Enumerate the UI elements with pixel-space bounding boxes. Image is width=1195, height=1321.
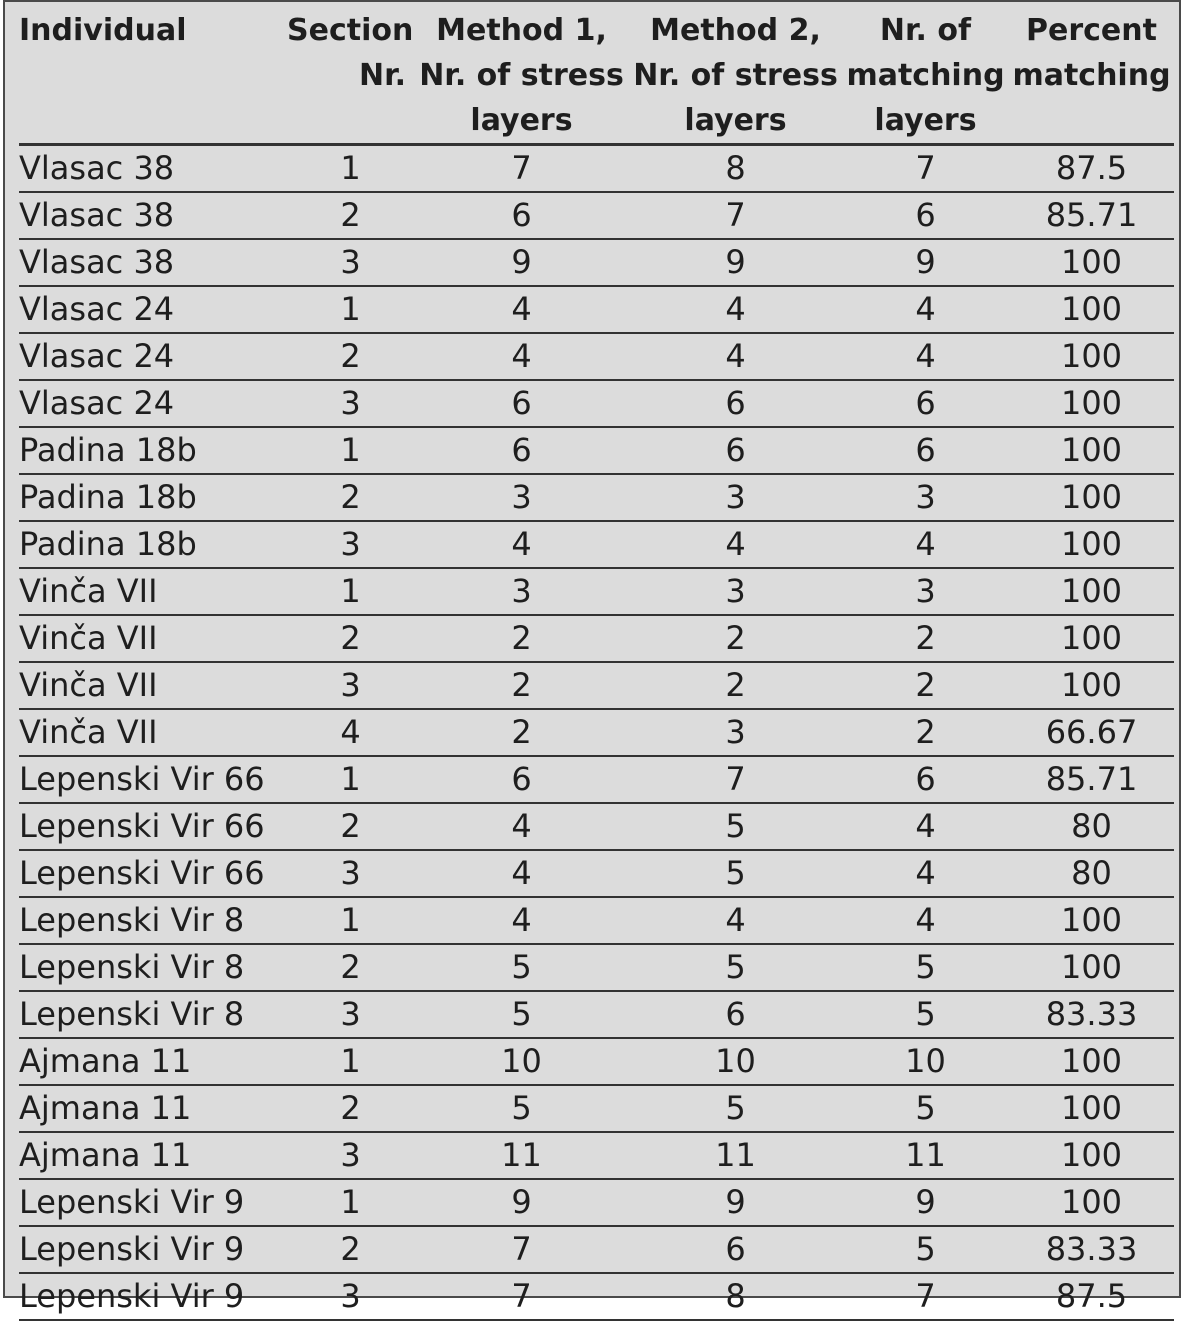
method2-cell: 11 bbox=[715, 1136, 756, 1174]
section-cell: 1 bbox=[340, 149, 361, 187]
section-cell: 1 bbox=[340, 572, 361, 610]
method1-cell: 3 bbox=[511, 478, 532, 516]
method2-cell: 5 bbox=[725, 854, 746, 892]
matching-cell: 5 bbox=[915, 948, 936, 986]
individual-cell: Vlasac 38 bbox=[19, 149, 175, 187]
matching-cell: 6 bbox=[915, 196, 936, 234]
individual-cell: Vinča VII bbox=[19, 619, 158, 657]
percent-cell: 100 bbox=[1060, 243, 1123, 281]
method1-cell: 5 bbox=[511, 995, 532, 1033]
individual-cell: Lepenski Vir 8 bbox=[19, 948, 245, 986]
table-row bbox=[19, 1085, 1174, 1132]
percent-cell: 100 bbox=[1060, 478, 1123, 516]
method1-cell: 6 bbox=[511, 196, 532, 234]
individual-cell: Lepenski Vir 9 bbox=[19, 1277, 245, 1315]
matching-cell: 5 bbox=[915, 995, 936, 1033]
method1-cell: 10 bbox=[501, 1042, 542, 1080]
header-percent-line: matching bbox=[1012, 58, 1171, 93]
matching-cell: 6 bbox=[915, 431, 936, 469]
method2-cell: 5 bbox=[725, 1089, 746, 1127]
matching-cell: 7 bbox=[915, 1277, 936, 1315]
percent-cell: 100 bbox=[1060, 525, 1123, 563]
percent-cell: 100 bbox=[1060, 1042, 1123, 1080]
method2-cell: 7 bbox=[725, 760, 746, 798]
percent-cell: 100 bbox=[1060, 901, 1123, 939]
matching-cell: 9 bbox=[915, 243, 936, 281]
table-row bbox=[19, 1179, 1174, 1226]
table-header bbox=[19, 8, 1174, 145]
method2-cell: 10 bbox=[715, 1042, 756, 1080]
individual-cell: Ajmana 11 bbox=[19, 1042, 192, 1080]
matching-cell: 6 bbox=[915, 384, 936, 422]
method1-cell: 5 bbox=[511, 948, 532, 986]
matching-cell: 2 bbox=[915, 713, 936, 751]
method1-cell: 4 bbox=[511, 525, 532, 563]
header-method1 bbox=[414, 8, 629, 145]
section-cell: 3 bbox=[340, 1136, 361, 1174]
matching-cell: 11 bbox=[905, 1136, 946, 1174]
table-row bbox=[19, 850, 1174, 897]
individual-cell: Vinča VII bbox=[19, 713, 158, 751]
individual-cell: Vlasac 24 bbox=[19, 290, 175, 328]
header-individual-line: Individual bbox=[19, 13, 187, 48]
section-cell: 2 bbox=[340, 337, 361, 375]
section-cell: 1 bbox=[340, 431, 361, 469]
table-body bbox=[19, 145, 1174, 1321]
method2-cell: 6 bbox=[725, 995, 746, 1033]
method1-cell: 4 bbox=[511, 337, 532, 375]
method1-cell: 2 bbox=[511, 713, 532, 751]
individual-cell: Padina 18b bbox=[19, 525, 197, 563]
percent-cell: 80 bbox=[1071, 807, 1112, 845]
individual-cell: Padina 18b bbox=[19, 478, 197, 516]
method1-cell: 11 bbox=[501, 1136, 542, 1174]
method2-cell: 8 bbox=[725, 1277, 746, 1315]
percent-cell: 85.71 bbox=[1045, 196, 1138, 234]
method1-cell: 5 bbox=[511, 1089, 532, 1127]
matching-cell: 9 bbox=[915, 1183, 936, 1221]
percent-cell: 100 bbox=[1060, 1183, 1123, 1221]
method2-cell: 7 bbox=[725, 196, 746, 234]
section-cell: 3 bbox=[340, 243, 361, 281]
section-cell: 1 bbox=[340, 1042, 361, 1080]
table-row bbox=[19, 568, 1174, 615]
section-cell: 2 bbox=[340, 948, 361, 986]
method1-cell: 2 bbox=[511, 619, 532, 657]
section-cell: 1 bbox=[340, 901, 361, 939]
individual-cell: Lepenski Vir 66 bbox=[19, 760, 265, 798]
matching-cell: 4 bbox=[915, 337, 936, 375]
table-row bbox=[19, 991, 1174, 1038]
method2-cell: 2 bbox=[725, 666, 746, 704]
section-cell: 4 bbox=[340, 713, 361, 751]
percent-cell: 100 bbox=[1060, 619, 1123, 657]
table-row bbox=[19, 1273, 1174, 1320]
percent-cell: 83.33 bbox=[1045, 1230, 1138, 1268]
table-row bbox=[19, 521, 1174, 568]
header-method2-line: Nr. of stress bbox=[633, 58, 838, 93]
matching-cell: 3 bbox=[915, 478, 936, 516]
method1-cell: 3 bbox=[511, 572, 532, 610]
section-cell: 1 bbox=[340, 290, 361, 328]
table-row bbox=[19, 474, 1174, 521]
percent-cell: 83.33 bbox=[1045, 995, 1138, 1033]
table-row bbox=[19, 803, 1174, 850]
method2-cell: 4 bbox=[725, 525, 746, 563]
method1-cell: 7 bbox=[511, 1277, 532, 1315]
individual-cell: Ajmana 11 bbox=[19, 1136, 192, 1174]
header-percent-line: Percent bbox=[1026, 13, 1157, 48]
method1-cell: 4 bbox=[511, 807, 532, 845]
method1-cell: 4 bbox=[511, 290, 532, 328]
method1-cell: 9 bbox=[511, 1183, 532, 1221]
percent-cell: 100 bbox=[1060, 1136, 1123, 1174]
table-row bbox=[19, 756, 1174, 803]
table-row bbox=[19, 897, 1174, 944]
header-matching bbox=[842, 8, 1009, 145]
individual-cell: Lepenski Vir 9 bbox=[19, 1230, 245, 1268]
percent-cell: 100 bbox=[1060, 384, 1123, 422]
individual-cell: Ajmana 11 bbox=[19, 1089, 192, 1127]
individual-cell: Lepenski Vir 66 bbox=[19, 854, 265, 892]
method2-cell: 9 bbox=[725, 1183, 746, 1221]
method2-cell: 2 bbox=[725, 619, 746, 657]
table-row bbox=[19, 333, 1174, 380]
table-row bbox=[19, 1038, 1174, 1085]
section-cell: 3 bbox=[340, 1277, 361, 1315]
method1-cell: 6 bbox=[511, 431, 532, 469]
matching-cell: 5 bbox=[915, 1089, 936, 1127]
percent-cell: 100 bbox=[1060, 337, 1123, 375]
percent-cell: 100 bbox=[1060, 572, 1123, 610]
header-section bbox=[287, 8, 414, 145]
method1-cell: 7 bbox=[511, 149, 532, 187]
stress-layers-table bbox=[19, 8, 1174, 1321]
method2-cell: 6 bbox=[725, 384, 746, 422]
method1-cell: 6 bbox=[511, 760, 532, 798]
method2-cell: 4 bbox=[725, 337, 746, 375]
table-row bbox=[19, 615, 1174, 662]
section-cell: 2 bbox=[340, 196, 361, 234]
individual-cell: Padina 18b bbox=[19, 431, 197, 469]
section-cell: 2 bbox=[340, 807, 361, 845]
method1-cell: 7 bbox=[511, 1230, 532, 1268]
matching-cell: 5 bbox=[915, 1230, 936, 1268]
percent-cell: 87.5 bbox=[1055, 149, 1128, 187]
matching-cell: 4 bbox=[915, 525, 936, 563]
individual-cell: Vlasac 24 bbox=[19, 384, 175, 422]
section-cell: 2 bbox=[340, 478, 361, 516]
method2-cell: 5 bbox=[725, 948, 746, 986]
matching-cell: 3 bbox=[915, 572, 936, 610]
header-section-line: Section bbox=[287, 13, 414, 48]
table-row bbox=[19, 944, 1174, 991]
individual-cell: Lepenski Vir 9 bbox=[19, 1183, 245, 1221]
section-cell: 1 bbox=[340, 1183, 361, 1221]
percent-cell: 85.71 bbox=[1045, 760, 1138, 798]
matching-cell: 2 bbox=[915, 619, 936, 657]
header-method1-line: layers bbox=[470, 103, 573, 138]
matching-cell: 10 bbox=[905, 1042, 946, 1080]
section-cell: 2 bbox=[340, 1230, 361, 1268]
table-row bbox=[19, 662, 1174, 709]
method2-cell: 3 bbox=[725, 572, 746, 610]
section-cell: 2 bbox=[340, 1089, 361, 1127]
table-row bbox=[19, 192, 1174, 239]
method1-cell: 4 bbox=[511, 901, 532, 939]
table-row bbox=[19, 145, 1174, 193]
section-cell: 3 bbox=[340, 384, 361, 422]
individual-cell: Vlasac 38 bbox=[19, 196, 175, 234]
method1-cell: 2 bbox=[511, 666, 532, 704]
percent-cell: 100 bbox=[1060, 431, 1123, 469]
method2-cell: 9 bbox=[725, 243, 746, 281]
matching-cell: 7 bbox=[915, 149, 936, 187]
percent-cell: 100 bbox=[1060, 666, 1123, 704]
method2-cell: 6 bbox=[725, 1230, 746, 1268]
matching-cell: 4 bbox=[915, 290, 936, 328]
header-row bbox=[19, 8, 1174, 145]
method2-cell: 6 bbox=[725, 431, 746, 469]
percent-cell: 100 bbox=[1060, 290, 1123, 328]
header-individual bbox=[19, 8, 287, 145]
individual-cell: Lepenski Vir 8 bbox=[19, 901, 245, 939]
matching-cell: 2 bbox=[915, 666, 936, 704]
individual-cell: Vlasac 38 bbox=[19, 243, 175, 281]
matching-cell: 4 bbox=[915, 901, 936, 939]
table-row bbox=[19, 286, 1174, 333]
header-method2-line: layers bbox=[684, 103, 787, 138]
percent-cell: 87.5 bbox=[1055, 1277, 1128, 1315]
section-cell: 1 bbox=[340, 760, 361, 798]
method1-cell: 4 bbox=[511, 854, 532, 892]
table-frame bbox=[3, 0, 1181, 1315]
header-method2 bbox=[629, 8, 842, 145]
method2-cell: 3 bbox=[725, 713, 746, 751]
method2-cell: 4 bbox=[725, 290, 746, 328]
header-matching-line: layers bbox=[874, 103, 977, 138]
matching-cell: 4 bbox=[915, 854, 936, 892]
header-section-line: Nr. bbox=[358, 58, 406, 93]
individual-cell: Vinča VII bbox=[19, 666, 158, 704]
section-cell: 3 bbox=[340, 854, 361, 892]
table-row bbox=[19, 380, 1174, 427]
method2-cell: 4 bbox=[725, 901, 746, 939]
header-matching-line: Nr. of bbox=[879, 13, 972, 48]
header-percent bbox=[1009, 8, 1174, 145]
section-cell: 3 bbox=[340, 666, 361, 704]
percent-cell: 66.67 bbox=[1045, 713, 1138, 751]
table-row bbox=[19, 1132, 1174, 1179]
section-cell: 3 bbox=[340, 525, 361, 563]
header-method2-line: Method 2, bbox=[650, 13, 821, 48]
method1-cell: 9 bbox=[511, 243, 532, 281]
header-method1-line: Method 1, bbox=[436, 13, 607, 48]
table-row bbox=[19, 427, 1174, 474]
section-cell: 3 bbox=[340, 995, 361, 1033]
individual-cell: Vlasac 24 bbox=[19, 337, 175, 375]
percent-cell: 80 bbox=[1071, 854, 1112, 892]
individual-cell: Vinča VII bbox=[19, 572, 158, 610]
individual-cell: Lepenski Vir 66 bbox=[19, 807, 265, 845]
table-row bbox=[19, 239, 1174, 286]
method2-cell: 3 bbox=[725, 478, 746, 516]
method2-cell: 8 bbox=[725, 149, 746, 187]
header-method1-line: Nr. of stress bbox=[419, 58, 624, 93]
matching-cell: 4 bbox=[915, 807, 936, 845]
method1-cell: 6 bbox=[511, 384, 532, 422]
percent-cell: 100 bbox=[1060, 1089, 1123, 1127]
method2-cell: 5 bbox=[725, 807, 746, 845]
individual-cell: Lepenski Vir 8 bbox=[19, 995, 245, 1033]
table-row bbox=[19, 1226, 1174, 1273]
section-cell: 2 bbox=[340, 619, 361, 657]
percent-cell: 100 bbox=[1060, 948, 1123, 986]
header-matching-line: matching bbox=[846, 58, 1005, 93]
table-row bbox=[19, 709, 1174, 756]
matching-cell: 6 bbox=[915, 760, 936, 798]
